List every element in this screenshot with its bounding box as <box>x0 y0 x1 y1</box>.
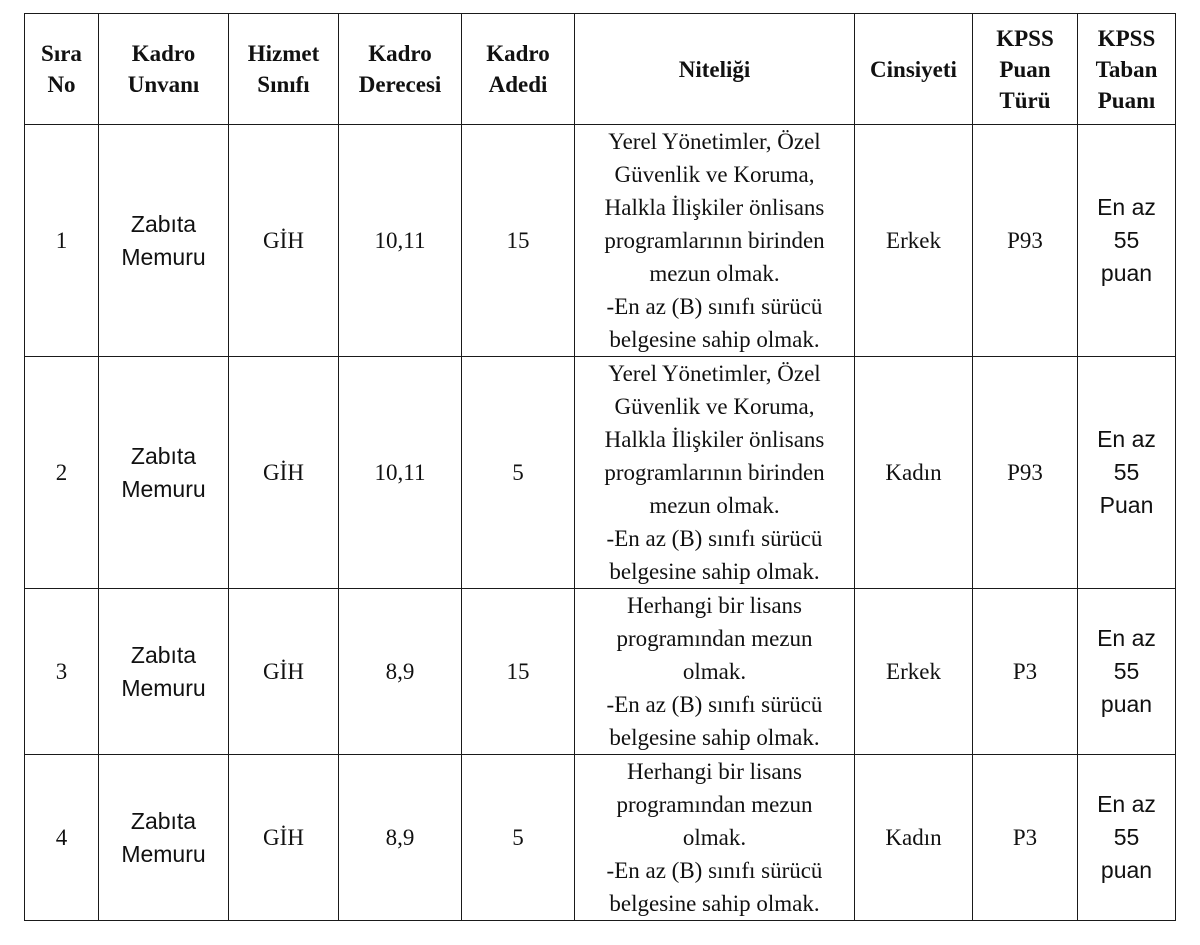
cell-kpss-puan-turu: P3 <box>973 589 1078 755</box>
cell-cinsiyeti: Erkek <box>855 125 973 357</box>
cell-niteligi: Herhangi bir lisans programından mezun olmak. -En az (B) sınıfı sürücü belgesine sahip olmak. <box>575 755 855 921</box>
cell-kpss-taban-puani: En az 55 puan <box>1078 589 1176 755</box>
cell-kadro-adedi: 15 <box>462 589 575 755</box>
cell-kadro-derecesi: 10,11 <box>339 125 462 357</box>
table-row <box>25 589 1176 755</box>
cell-kpss-taban-puani: En az 55 Puan <box>1078 357 1176 589</box>
cell-kadro-derecesi: 8,9 <box>339 755 462 921</box>
table-row <box>25 125 1176 357</box>
header-kpss-taban-puani: KPSS Taban Puanı <box>1078 14 1176 125</box>
cell-kadro-derecesi: 10,11 <box>339 357 462 589</box>
header-kadro-unvani: Kadro Unvanı <box>99 14 229 125</box>
cell-kadro-unvani: Zabıta Memuru <box>99 755 229 921</box>
header-cinsiyeti: Cinsiyeti <box>855 14 973 125</box>
cell-kadro-unvani: Zabıta Memuru <box>99 125 229 357</box>
cell-kpss-taban-puani: En az 55 puan <box>1078 755 1176 921</box>
cell-kadro-adedi: 5 <box>462 357 575 589</box>
cell-kadro-unvani: Zabıta Memuru <box>99 357 229 589</box>
cell-kpss-puan-turu: P93 <box>973 357 1078 589</box>
cell-kadro-adedi: 15 <box>462 125 575 357</box>
kadro-table <box>24 13 1176 921</box>
cell-hizmet-sinifi: GİH <box>229 125 339 357</box>
cell-niteligi: Yerel Yönetimler, Özel Güvenlik ve Koruma, Halkla İlişkiler önlisans programlarının birinden mezun olmak. -En az (B) sınıfı sürücü belgesine sahip olmak. <box>575 125 855 357</box>
header-kadro-adedi: Kadro Adedi <box>462 14 575 125</box>
header-kpss-puan-turu: KPSS Puan Türü <box>973 14 1078 125</box>
table-row <box>25 755 1176 921</box>
cell-kadro-unvani: Zabıta Memuru <box>99 589 229 755</box>
cell-sira-no: 1 <box>25 125 99 357</box>
header-niteligi: Niteliği <box>575 14 855 125</box>
header-hizmet-sinifi: Hizmet Sınıfı <box>229 14 339 125</box>
cell-niteligi: Herhangi bir lisans programından mezun olmak. -En az (B) sınıfı sürücü belgesine sahip olmak. <box>575 589 855 755</box>
cell-kpss-puan-turu: P93 <box>973 125 1078 357</box>
cell-cinsiyeti: Erkek <box>855 589 973 755</box>
cell-cinsiyeti: Kadın <box>855 357 973 589</box>
cell-sira-no: 4 <box>25 755 99 921</box>
cell-sira-no: 3 <box>25 589 99 755</box>
cell-hizmet-sinifi: GİH <box>229 755 339 921</box>
header-sira-no: Sıra No <box>25 14 99 125</box>
header-kadro-derecesi: Kadro Derecesi <box>339 14 462 125</box>
cell-kpss-puan-turu: P3 <box>973 755 1078 921</box>
cell-cinsiyeti: Kadın <box>855 755 973 921</box>
cell-niteligi: Yerel Yönetimler, Özel Güvenlik ve Koruma, Halkla İlişkiler önlisans programlarının birinden mezun olmak. -En az (B) sınıfı sürücü belgesine sahip olmak. <box>575 357 855 589</box>
cell-hizmet-sinifi: GİH <box>229 357 339 589</box>
cell-kadro-derecesi: 8,9 <box>339 589 462 755</box>
cell-kpss-taban-puani: En az 55 puan <box>1078 125 1176 357</box>
table-row <box>25 357 1176 589</box>
cell-hizmet-sinifi: GİH <box>229 589 339 755</box>
header-row <box>25 14 1176 125</box>
cell-kadro-adedi: 5 <box>462 755 575 921</box>
cell-sira-no: 2 <box>25 357 99 589</box>
